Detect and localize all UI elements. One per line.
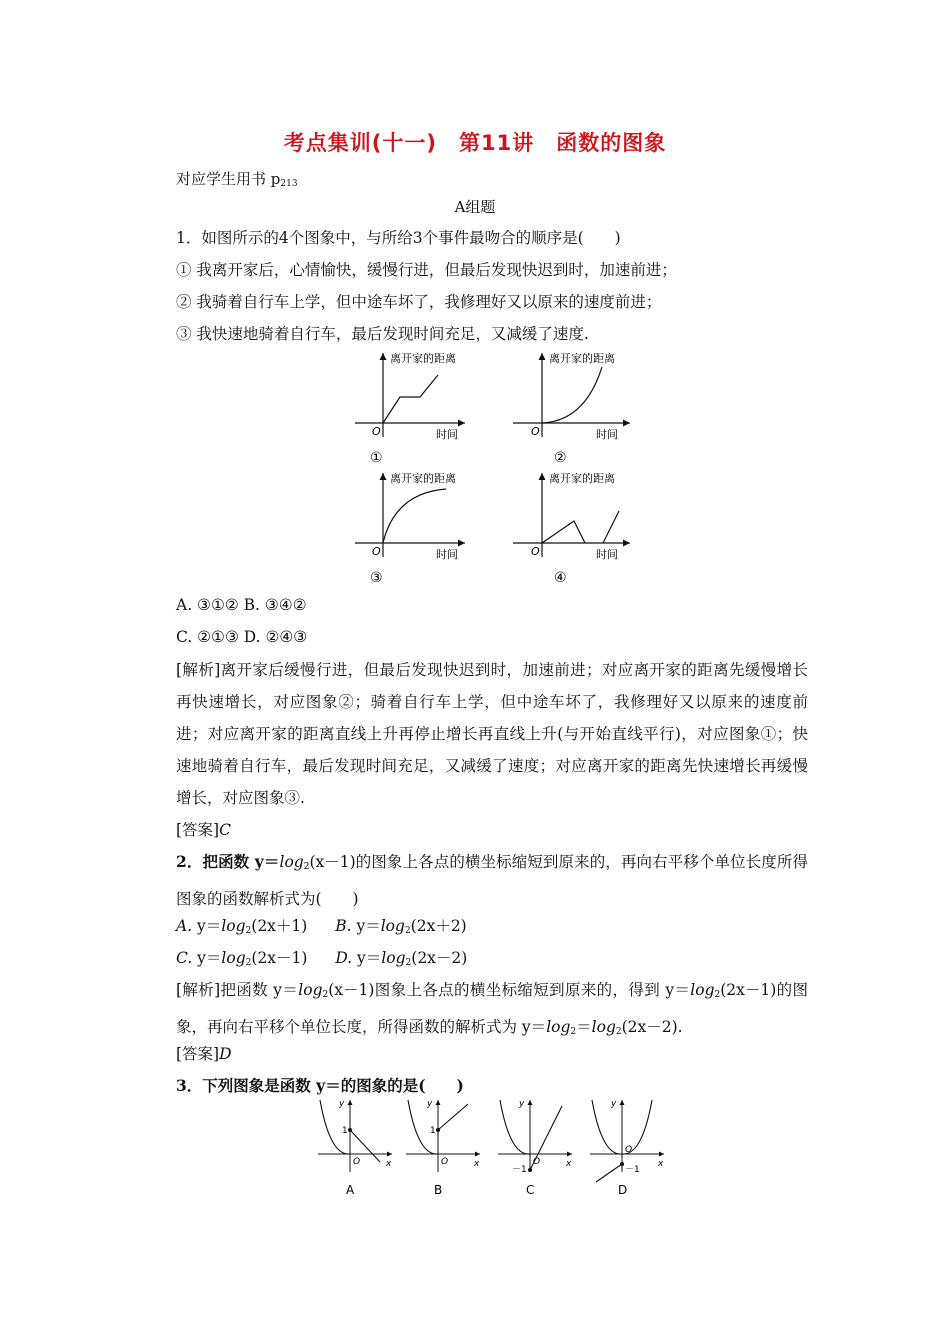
q3-c-caption: C xyxy=(526,1183,535,1197)
q1-event-3: ③ 我快速地骑着自行车，最后发现时间充足，又减缓了速度. xyxy=(176,325,589,343)
q3-a-x: x xyxy=(386,1159,392,1169)
q2-optD-label: D. xyxy=(335,949,353,967)
graph-4-curve-b xyxy=(603,511,619,543)
graph-2-origin: O xyxy=(531,425,540,438)
q2-optB-log: log xyxy=(380,917,405,935)
graph-1-origin: O xyxy=(372,425,381,438)
source-note xyxy=(176,168,298,189)
q3-c-x: x xyxy=(566,1159,572,1169)
q3-graph-b xyxy=(406,1099,480,1197)
group-label: A组题 xyxy=(454,198,496,216)
q1-options-1: A. ③①② B. ③④② xyxy=(176,596,307,614)
q2-analysis-base3: 2 xyxy=(570,1027,577,1037)
q2-optB-pre: y＝ xyxy=(351,917,381,935)
graph-3 xyxy=(355,471,465,586)
graph-4 xyxy=(513,471,630,586)
q3-graph-c xyxy=(498,1099,572,1197)
q2-optC-log: log xyxy=(221,949,246,967)
q3-a-y: y xyxy=(339,1099,345,1109)
q2-analysis-arg1: (x－1)图象上各点的横坐标缩短到原来的，得到 y＝ xyxy=(328,981,691,999)
graph-4-curve-a xyxy=(542,521,585,543)
graph-1-caption: ① xyxy=(370,450,383,466)
q2-analysis-part1: [解析]把函数 y＝ xyxy=(176,981,299,999)
q2-analysis xyxy=(144,974,808,1048)
q2-analysis-log1: log xyxy=(298,981,323,999)
q3-d-y: y xyxy=(611,1099,617,1109)
q2-stem-part1: 2．把函数 y＝ xyxy=(176,852,280,871)
graph-3-curve xyxy=(383,489,446,543)
q1-stem: 1．如图所示的4个图象中，与所给3个事件最吻合的顺序是( ) xyxy=(176,229,621,247)
graph-3-xlabel: 时间 xyxy=(436,548,458,561)
q2-analysis-arg2: (2x－1)的图象，再向右平移个单位长度，所得函数的解析式为 y＝ xyxy=(176,981,809,1036)
q2-log: log xyxy=(279,853,304,871)
q2-optA-pre: y＝ xyxy=(192,917,222,935)
q2-optC-base: 2 xyxy=(245,958,252,968)
q2-optD-base: 2 xyxy=(405,958,412,968)
q2-optB-label: B. xyxy=(335,917,352,935)
graph-4-caption: ④ xyxy=(554,570,567,586)
q3-d-caption: D xyxy=(618,1183,628,1197)
q3-a-one: 1 xyxy=(342,1126,348,1136)
q2-optD-arg: (2x－2) xyxy=(411,949,468,967)
q2-analysis-base2: 2 xyxy=(714,990,721,1000)
q2-optB-base: 2 xyxy=(404,926,411,936)
graph-4-xlabel: 时间 xyxy=(596,548,618,561)
graph-2 xyxy=(513,351,630,466)
q2-optD-pre: y＝ xyxy=(352,949,382,967)
q2-optC-arg: (2x－1) xyxy=(251,949,308,967)
page-title: 考点集训(十一) 第11讲 函数的图象 xyxy=(283,131,667,155)
q2-answer xyxy=(176,1042,232,1064)
q2-optA-label: A. xyxy=(176,917,193,935)
q1-analysis xyxy=(144,654,808,814)
q1-answer-prefix: [答案] xyxy=(176,821,220,839)
q3-a-o: O xyxy=(353,1157,361,1167)
q3-c-y: y xyxy=(519,1099,525,1109)
q3-d-o: O xyxy=(625,1145,633,1155)
q3-b-x: x xyxy=(474,1159,480,1169)
q3-c-minus-one: －1 xyxy=(512,1165,527,1175)
q2-analysis-base4: 2 xyxy=(615,1027,622,1037)
q3-b-o: O xyxy=(441,1157,449,1167)
q3-c-o: O xyxy=(533,1157,541,1167)
q1-analysis-text: [解析]离开家后缓慢行进，但最后发现快迟到时，加速前进；对应离开家的距离先缓慢增长再快速增长，对应图象②；骑着自行车上学，但中途车坏了，我修理好又以原来的速度前进；对应离开家的距离直线上升再停止增长再直线上升(与开始直线平行)，对应图象①；快速地骑着自行车，最后发现时间充足，又减缓了速度；对应离开家的距离先快速增长再缓慢增长，对应图象③. xyxy=(176,661,808,807)
q3-stem xyxy=(176,1074,464,1096)
q2-optA-base: 2 xyxy=(245,926,252,936)
graph-3-caption: ③ xyxy=(370,570,383,586)
q2-base: 2 xyxy=(303,862,310,872)
q2-optB-arg: (2x＋2) xyxy=(410,917,467,935)
q2-analysis-mid: ＝ xyxy=(576,1018,592,1036)
graph-3-origin: O xyxy=(372,545,381,558)
source-page: 213 xyxy=(280,179,298,189)
q2-options-1 xyxy=(176,914,467,936)
q2-answer-prefix: [答案] xyxy=(176,1045,220,1063)
q1-event-1: ① 我离开家后，心情愉快，缓慢行进，但最后发现快迟到时，加速前进； xyxy=(176,261,677,279)
q1-graphs xyxy=(340,345,650,595)
graph-1-ylabel: 离开家的距离 xyxy=(390,352,456,365)
q2-options-2 xyxy=(176,946,467,968)
q2-optA-log: log xyxy=(221,917,246,935)
graph-3-ylabel: 离开家的距离 xyxy=(390,472,456,485)
graph-1 xyxy=(355,351,465,466)
q3-b-y: y xyxy=(427,1099,433,1109)
source-prefix: 对应学生用书 p xyxy=(176,170,281,188)
q3-graph-a xyxy=(318,1099,392,1197)
graph-4-ylabel: 离开家的距离 xyxy=(549,472,615,485)
graph-4-origin: O xyxy=(531,545,540,558)
q2-analysis-arg3: (2x－2). xyxy=(621,1018,683,1036)
q2-optC-pre: y＝ xyxy=(192,949,222,967)
q2-analysis-log4: log xyxy=(591,1018,616,1036)
graph-1-curve xyxy=(383,375,438,423)
q2-stem-part2: (x－1)的图象上各点的横坐标缩短到原来的，再向右平移个单位长度所得图象的函数解析式为( ) xyxy=(176,853,808,908)
graph-2-caption: ② xyxy=(554,450,567,466)
q2-analysis-log3: log xyxy=(546,1018,571,1036)
q2-answer-value: D xyxy=(219,1045,232,1063)
graph-1-xlabel: 时间 xyxy=(436,428,458,441)
q3-d-minus-one: －1 xyxy=(625,1165,640,1175)
graph-2-xlabel: 时间 xyxy=(596,428,618,441)
q3-a-caption: A xyxy=(346,1183,355,1197)
q2-optC-label: C. xyxy=(176,949,193,967)
q2-optA-arg: (2x＋1) xyxy=(251,917,308,935)
q2-analysis-log2: log xyxy=(690,981,715,999)
q2-analysis-base1: 2 xyxy=(322,990,329,1000)
q2-stem xyxy=(144,846,808,915)
graph-2-ylabel: 离开家的距离 xyxy=(549,352,615,365)
q3-stem-text: 3．下列图象是函数 y＝的图象的是( ) xyxy=(176,1076,464,1095)
q1-event-2: ② 我骑着自行车上学，但中途车坏了，我修理好又以原来的速度前进； xyxy=(176,293,662,311)
q3-b-caption: B xyxy=(434,1183,443,1197)
q1-answer-value: C xyxy=(219,821,231,839)
q3-b-one: 1 xyxy=(430,1126,436,1136)
q1-options-2: C. ②①③ D. ②④③ xyxy=(176,628,308,646)
q1-answer xyxy=(176,818,231,840)
q2-optD-log: log xyxy=(381,949,406,967)
graph-2-curve xyxy=(542,367,602,423)
q3-graph-d xyxy=(590,1099,664,1197)
q3-graphs xyxy=(312,1096,672,1202)
q3-d-x: x xyxy=(658,1159,664,1169)
